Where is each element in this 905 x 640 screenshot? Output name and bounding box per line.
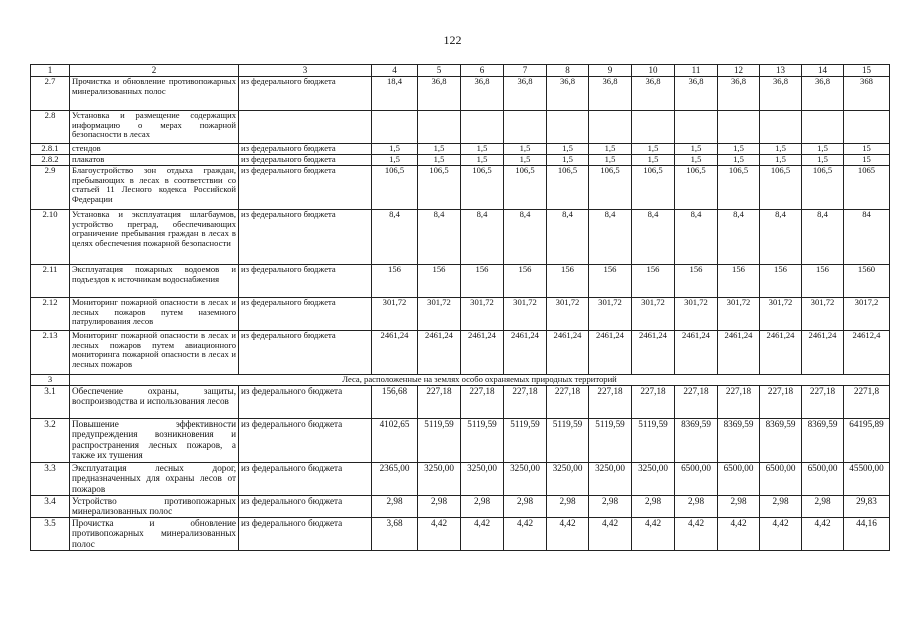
funding-source: из федерального бюджета [239, 265, 372, 298]
value-cell: 227,18 [802, 386, 844, 419]
value-cell: 2461,24 [802, 331, 844, 375]
value-cell: 2271,8 [844, 386, 890, 419]
table-row [31, 298, 890, 331]
value-cell: 301,72 [632, 298, 675, 331]
funding-source: из федерального бюджета [239, 144, 372, 155]
value-cell: 156 [504, 265, 547, 298]
value-cell: 2461,24 [372, 331, 418, 375]
value-cell: 2461,24 [718, 331, 760, 375]
value-cell: 156 [589, 265, 632, 298]
value-cell: 301,72 [718, 298, 760, 331]
value-cell: 106,5 [372, 166, 418, 210]
value-cell: 156 [718, 265, 760, 298]
table-row [31, 518, 890, 551]
value-cell: 2461,24 [461, 331, 504, 375]
value-cell: 301,72 [418, 298, 461, 331]
value-cell: 106,5 [418, 166, 461, 210]
value-cell: 156,68 [372, 386, 418, 419]
table-row [31, 331, 890, 375]
value-cell: 4102,65 [372, 419, 418, 463]
section-row [31, 375, 890, 386]
value-cell: 227,18 [760, 386, 802, 419]
value-cell: 1,5 [589, 144, 632, 155]
value-cell: 29,83 [844, 496, 890, 518]
value-cell: 1,5 [504, 144, 547, 155]
row-description: Устройство противопожарных минерализованных полос [70, 496, 239, 518]
value-cell: 36,8 [718, 77, 760, 111]
value-cell: 4,42 [461, 518, 504, 551]
value-cell: 227,18 [632, 386, 675, 419]
value-cell [844, 111, 890, 144]
table-row [31, 77, 890, 111]
row-description: Установка и размещение содержащих информацию о мерах пожарной безопасности в лесах [70, 111, 239, 144]
value-cell: 2,98 [461, 496, 504, 518]
table-row [31, 463, 890, 496]
funding-source: из федерального бюджета [239, 298, 372, 331]
column-number: 4 [372, 65, 418, 77]
table-row [31, 265, 890, 298]
value-cell: 227,18 [461, 386, 504, 419]
value-cell: 106,5 [589, 166, 632, 210]
budget-table [30, 64, 890, 551]
column-number: 15 [844, 65, 890, 77]
value-cell: 1,5 [547, 144, 589, 155]
value-cell [760, 111, 802, 144]
column-number: 10 [632, 65, 675, 77]
value-cell: 301,72 [760, 298, 802, 331]
row-number: 3.2 [31, 419, 70, 463]
column-number: 14 [802, 65, 844, 77]
value-cell: 6500,00 [675, 463, 718, 496]
value-cell: 106,5 [504, 166, 547, 210]
column-number: 3 [239, 65, 372, 77]
value-cell: 3250,00 [589, 463, 632, 496]
value-cell: 64195,89 [844, 419, 890, 463]
value-cell: 4,42 [418, 518, 461, 551]
value-cell: 2,98 [675, 496, 718, 518]
value-cell: 36,8 [461, 77, 504, 111]
row-description: Благоустройство зон отдыха граждан, пребывающих в лесах в соответствии со статьей 11 Лесного кодекса Российской Федерации [70, 166, 239, 210]
row-number: 3.5 [31, 518, 70, 551]
column-number: 11 [675, 65, 718, 77]
value-cell: 1,5 [461, 144, 504, 155]
row-number: 3.4 [31, 496, 70, 518]
column-number: 7 [504, 65, 547, 77]
row-description: Мониторинг пожарной опасности в лесах и лесных пожаров путем авиационного мониторинга пожарной опасности в лесах и лесных пожаров [70, 331, 239, 375]
page-number: 122 [443, 33, 462, 47]
row-number: 2.11 [31, 265, 70, 298]
value-cell: 1,5 [632, 144, 675, 155]
funding-source: из федерального бюджета [239, 496, 372, 518]
row-number: 2.8 [31, 111, 70, 144]
value-cell [418, 111, 461, 144]
value-cell: 106,5 [802, 166, 844, 210]
value-cell: 4,42 [802, 518, 844, 551]
value-cell: 106,5 [760, 166, 802, 210]
value-cell: 8,4 [372, 210, 418, 265]
funding-source: из федерального бюджета [239, 155, 372, 166]
value-cell: 2,98 [718, 496, 760, 518]
value-cell: 1,5 [718, 155, 760, 166]
value-cell [632, 111, 675, 144]
value-cell: 227,18 [504, 386, 547, 419]
value-cell: 36,8 [504, 77, 547, 111]
value-cell: 36,8 [632, 77, 675, 111]
value-cell: 18,4 [372, 77, 418, 111]
value-cell: 156 [418, 265, 461, 298]
value-cell: 8,4 [589, 210, 632, 265]
value-cell: 1,5 [372, 144, 418, 155]
column-number: 2 [70, 65, 239, 77]
table-row [31, 166, 890, 210]
value-cell: 5119,59 [461, 419, 504, 463]
value-cell: 301,72 [372, 298, 418, 331]
column-number: 6 [461, 65, 504, 77]
value-cell: 44,16 [844, 518, 890, 551]
funding-source: из федерального бюджета [239, 331, 372, 375]
value-cell [675, 111, 718, 144]
value-cell: 2,98 [589, 496, 632, 518]
section-number: 3 [31, 375, 70, 386]
value-cell: 227,18 [547, 386, 589, 419]
row-number: 2.12 [31, 298, 70, 331]
value-cell: 2461,24 [675, 331, 718, 375]
value-cell: 8,4 [504, 210, 547, 265]
value-cell: 1,5 [802, 144, 844, 155]
value-cell: 227,18 [418, 386, 461, 419]
value-cell: 5119,59 [504, 419, 547, 463]
value-cell: 2,98 [504, 496, 547, 518]
row-number: 3.3 [31, 463, 70, 496]
column-number: 12 [718, 65, 760, 77]
value-cell: 8,4 [760, 210, 802, 265]
value-cell: 106,5 [461, 166, 504, 210]
row-description: Мониторинг пожарной опасности в лесах и лесных пожаров путем наземного патрулирования лесов [70, 298, 239, 331]
row-description: Установка и эксплуатация шлагбаумов, устройство преград, обеспечивающих ограничение пребывания граждан в лесах в целях обеспечения пожарной безопасности [70, 210, 239, 265]
value-cell: 1,5 [632, 155, 675, 166]
value-cell: 2,98 [418, 496, 461, 518]
row-number: 2.10 [31, 210, 70, 265]
row-number: 2.9 [31, 166, 70, 210]
value-cell: 368 [844, 77, 890, 111]
row-description: Эксплуатация лесных дорог, предназначенных для охраны лесов от пожаров [70, 463, 239, 496]
table-row [31, 111, 890, 144]
value-cell: 3250,00 [632, 463, 675, 496]
table-body [31, 65, 890, 551]
value-cell: 1,5 [547, 155, 589, 166]
value-cell: 301,72 [589, 298, 632, 331]
value-cell: 156 [547, 265, 589, 298]
table-row [31, 144, 890, 155]
value-cell: 8,4 [547, 210, 589, 265]
value-cell: 2461,24 [418, 331, 461, 375]
value-cell: 8,4 [675, 210, 718, 265]
value-cell: 156 [461, 265, 504, 298]
value-cell: 3250,00 [461, 463, 504, 496]
table-row [31, 419, 890, 463]
column-number: 9 [589, 65, 632, 77]
row-number: 2.7 [31, 77, 70, 111]
value-cell: 2,98 [760, 496, 802, 518]
value-cell: 2365,00 [372, 463, 418, 496]
value-cell: 3250,00 [547, 463, 589, 496]
value-cell [547, 111, 589, 144]
row-number: 2.8.1 [31, 144, 70, 155]
value-cell: 1,5 [418, 144, 461, 155]
funding-source: из федерального бюджета [239, 166, 372, 210]
value-cell: 8,4 [802, 210, 844, 265]
row-number: 3.1 [31, 386, 70, 419]
row-description: Прочистка и обновление противопожарных минерализованных полос [70, 518, 239, 551]
value-cell: 36,8 [802, 77, 844, 111]
value-cell: 36,8 [760, 77, 802, 111]
row-description: Эксплуатация пожарных водоемов и подъездов к источникам водоснабжения [70, 265, 239, 298]
value-cell: 3250,00 [504, 463, 547, 496]
section-title: Леса, расположенные на землях особо охраняемых природных территорий [70, 375, 890, 386]
value-cell: 2461,24 [589, 331, 632, 375]
value-cell: 2461,24 [760, 331, 802, 375]
value-cell: 8369,59 [675, 419, 718, 463]
value-cell: 2461,24 [504, 331, 547, 375]
value-cell: 15 [844, 155, 890, 166]
value-cell: 227,18 [589, 386, 632, 419]
value-cell: 1,5 [372, 155, 418, 166]
column-number: 5 [418, 65, 461, 77]
funding-source [239, 111, 372, 144]
value-cell: 156 [632, 265, 675, 298]
column-number: 1 [31, 65, 70, 77]
value-cell: 1065 [844, 166, 890, 210]
value-cell: 1,5 [760, 144, 802, 155]
funding-source: из федерального бюджета [239, 77, 372, 111]
value-cell: 36,8 [589, 77, 632, 111]
value-cell: 8369,59 [802, 419, 844, 463]
value-cell: 1,5 [675, 155, 718, 166]
value-cell: 3017,2 [844, 298, 890, 331]
value-cell: 301,72 [675, 298, 718, 331]
value-cell: 227,18 [718, 386, 760, 419]
value-cell: 301,72 [547, 298, 589, 331]
table-row [31, 210, 890, 265]
row-description: стендов [70, 144, 239, 155]
value-cell: 8,4 [632, 210, 675, 265]
value-cell: 2,98 [632, 496, 675, 518]
value-cell: 6500,00 [760, 463, 802, 496]
value-cell: 2461,24 [632, 331, 675, 375]
value-cell: 106,5 [547, 166, 589, 210]
column-number: 13 [760, 65, 802, 77]
value-cell: 227,18 [675, 386, 718, 419]
value-cell: 8,4 [718, 210, 760, 265]
funding-source: из федерального бюджета [239, 210, 372, 265]
value-cell: 2,98 [372, 496, 418, 518]
value-cell: 3,68 [372, 518, 418, 551]
value-cell: 5119,59 [632, 419, 675, 463]
value-cell: 156 [802, 265, 844, 298]
value-cell [718, 111, 760, 144]
row-description: Прочистка и обновление противопожарных минерализованных полос [70, 77, 239, 111]
table-row [31, 386, 890, 419]
value-cell: 106,5 [632, 166, 675, 210]
funding-source: из федерального бюджета [239, 518, 372, 551]
row-number: 2.8.2 [31, 155, 70, 166]
value-cell: 8369,59 [718, 419, 760, 463]
value-cell: 5119,59 [418, 419, 461, 463]
value-cell: 3250,00 [418, 463, 461, 496]
value-cell: 6500,00 [802, 463, 844, 496]
value-cell: 301,72 [461, 298, 504, 331]
value-cell: 4,42 [547, 518, 589, 551]
value-cell: 4,42 [589, 518, 632, 551]
funding-source: из федерального бюджета [239, 463, 372, 496]
value-cell [802, 111, 844, 144]
value-cell: 45500,00 [844, 463, 890, 496]
value-cell: 5119,59 [589, 419, 632, 463]
row-description: Повышение эффективности предупреждения возникновения и распространения лесных пожаров, а также их тушения [70, 419, 239, 463]
value-cell: 24612,4 [844, 331, 890, 375]
value-cell [504, 111, 547, 144]
value-cell: 1,5 [418, 155, 461, 166]
value-cell: 5119,59 [547, 419, 589, 463]
value-cell: 1,5 [589, 155, 632, 166]
value-cell: 15 [844, 144, 890, 155]
value-cell: 106,5 [718, 166, 760, 210]
table-row [31, 496, 890, 518]
funding-source: из федерального бюджета [239, 419, 372, 463]
value-cell: 1,5 [504, 155, 547, 166]
value-cell: 1560 [844, 265, 890, 298]
value-cell: 8,4 [418, 210, 461, 265]
value-cell: 8,4 [461, 210, 504, 265]
value-cell [461, 111, 504, 144]
table-row [31, 155, 890, 166]
value-cell: 1,5 [461, 155, 504, 166]
value-cell: 36,8 [547, 77, 589, 111]
value-cell: 6500,00 [718, 463, 760, 496]
value-cell: 2,98 [802, 496, 844, 518]
value-cell: 301,72 [802, 298, 844, 331]
value-cell: 4,42 [718, 518, 760, 551]
value-cell: 1,5 [760, 155, 802, 166]
value-cell: 1,5 [675, 144, 718, 155]
value-cell: 156 [372, 265, 418, 298]
value-cell: 156 [760, 265, 802, 298]
value-cell: 4,42 [675, 518, 718, 551]
value-cell: 4,42 [760, 518, 802, 551]
value-cell: 2461,24 [547, 331, 589, 375]
value-cell: 301,72 [504, 298, 547, 331]
header-row [31, 65, 890, 77]
value-cell: 8369,59 [760, 419, 802, 463]
value-cell: 156 [675, 265, 718, 298]
row-number: 2.13 [31, 331, 70, 375]
value-cell: 1,5 [802, 155, 844, 166]
column-number: 8 [547, 65, 589, 77]
value-cell [589, 111, 632, 144]
value-cell: 4,42 [504, 518, 547, 551]
value-cell: 4,42 [632, 518, 675, 551]
funding-source: из федерального бюджета [239, 386, 372, 419]
row-description: плакатов [70, 155, 239, 166]
row-description: Обеспечение охраны, защиты, воспроизводства и использования лесов [70, 386, 239, 419]
value-cell: 2,98 [547, 496, 589, 518]
value-cell: 84 [844, 210, 890, 265]
value-cell: 1,5 [718, 144, 760, 155]
value-cell: 36,8 [418, 77, 461, 111]
value-cell [372, 111, 418, 144]
value-cell: 36,8 [675, 77, 718, 111]
value-cell: 106,5 [675, 166, 718, 210]
